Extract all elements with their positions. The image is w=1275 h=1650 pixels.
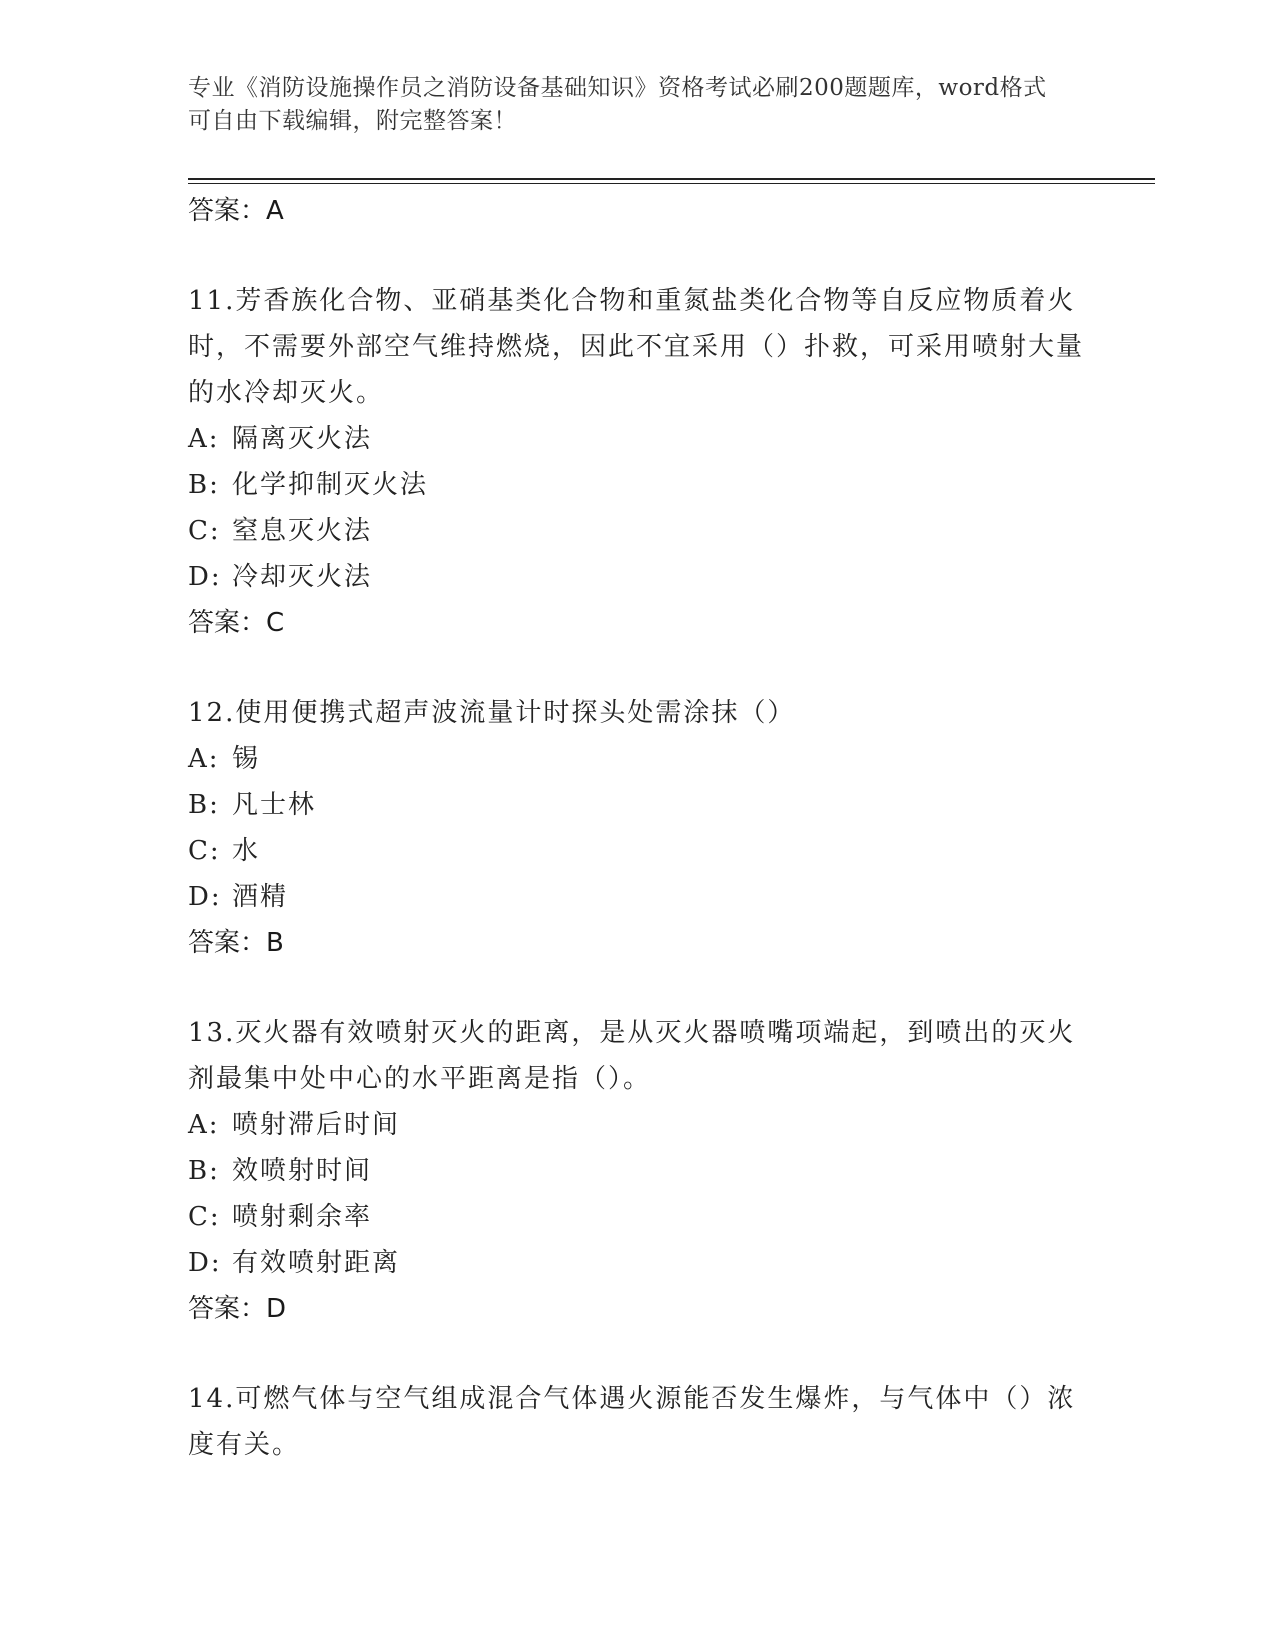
answer-line: 答案：C — [188, 608, 285, 638]
question-stem: 14.可燃气体与空气组成混合气体遇火源能否发生爆炸，与气体中（）浓度有关。 — [188, 1384, 1076, 1460]
header-divider-thin — [188, 183, 1155, 184]
option-d — [188, 554, 1088, 600]
option-text: 凡士林 — [232, 790, 317, 820]
option-text: 酒精 — [232, 882, 289, 912]
option-letter: A: — [188, 424, 220, 454]
header-divider — [188, 178, 1155, 180]
option-letter: D: — [188, 562, 222, 592]
option-d — [188, 1240, 1088, 1286]
question-list — [188, 188, 1088, 1468]
option-text: 锡 — [232, 744, 261, 774]
option-b — [188, 1148, 1088, 1194]
option-text: 喷射剩余率 — [232, 1202, 373, 1232]
answer-line: 答案：D — [188, 1294, 287, 1324]
option-a — [188, 736, 1088, 782]
option-b — [188, 462, 1088, 508]
option-letter: B: — [188, 790, 220, 820]
option-letter: B: — [188, 1156, 220, 1186]
option-letter: D: — [188, 1248, 222, 1278]
question-11 — [188, 278, 1088, 646]
option-c — [188, 508, 1088, 554]
option-b — [188, 782, 1088, 828]
option-text: 窒息灭火法 — [232, 516, 373, 546]
option-text: 有效喷射距离 — [232, 1248, 401, 1278]
option-letter: D: — [188, 882, 222, 912]
question-13 — [188, 1010, 1088, 1332]
answer-line: 答案：A — [188, 196, 284, 226]
option-c — [188, 828, 1088, 874]
option-letter: C: — [188, 516, 221, 546]
option-a — [188, 416, 1088, 462]
question-stem: 12.使用便携式超声波流量计时探头处需涂抹（） — [188, 698, 796, 728]
option-c — [188, 1194, 1088, 1240]
question-12 — [188, 690, 1088, 966]
answer-line: 答案：B — [188, 928, 284, 958]
option-text: 水 — [232, 836, 261, 866]
option-text: 冷却灭火法 — [232, 562, 373, 592]
option-letter: B: — [188, 470, 220, 500]
page-header: 专业《消防设施操作员之消防设备基础知识》资格考试必刷200题题库，word格式可自由下载编辑，附完整答案！ — [188, 75, 1047, 134]
option-letter: C: — [188, 836, 221, 866]
question-stem: 13.灭火器有效喷射灭火的距离，是从灭火器喷嘴项端起，到喷出的灭火剂最集中处中心的水平距离是指（）。 — [188, 1018, 1076, 1094]
option-text: 效喷射时间 — [232, 1156, 373, 1186]
option-a — [188, 1102, 1088, 1148]
option-letter: C: — [188, 1202, 221, 1232]
question-stem: 11.芳香族化合物、亚硝基类化合物和重氮盐类化合物等自反应物质着火时，不需要外部空气维持燃烧，因此不宜采用（）扑救，可采用喷射大量的水冷却灭火。 — [188, 286, 1085, 408]
question-14 — [188, 1376, 1088, 1468]
option-text: 喷射滞后时间 — [232, 1110, 401, 1140]
option-letter: A: — [188, 744, 220, 774]
option-text: 隔离灭火法 — [232, 424, 373, 454]
option-text: 化学抑制灭火法 — [232, 470, 429, 500]
option-d — [188, 874, 1088, 920]
option-letter: A: — [188, 1110, 220, 1140]
